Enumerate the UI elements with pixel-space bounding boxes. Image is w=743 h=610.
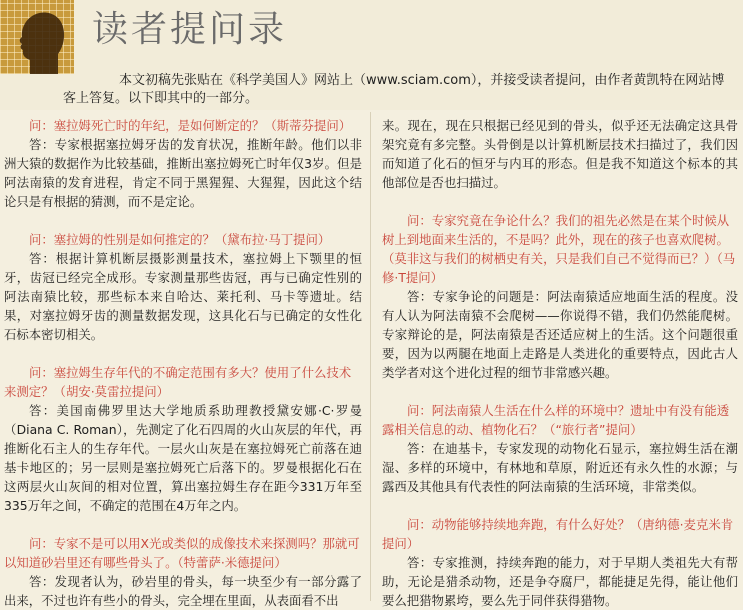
question: 问：专家不是可以用X光或类似的成像技术来探测吗？那就可以知道砂岩里还有哪些骨头了。（特蕾萨·米德提问）: [4, 536, 360, 570]
answer: 答：专家根据塞拉姆牙齿的发育状况，推断年龄。他们以非洲大猿的数据作为比较基础，推断出塞拉姆死亡时年仅3岁。但是阿法南猿的发育进程，肯定不同于黑猩猩、大猩猩，因此这个结论只是有根据的猜测，而不是定论。: [4, 137, 362, 209]
answer: 答：专家争论的问题是：阿法南猿适应地面生活的程度。没有人认为阿法南猿不会爬树——你说得不错，我们仍然能爬树。专家辩论的是，阿法南猿是否还适应树上的生活。这个问题很重要，因为以两腿在地面上走路是人类进化的重要特点，因此古人类学者对这个进化过程的细节非常感兴趣。: [382, 289, 738, 380]
page-title: 读者提问录: [92, 9, 288, 50]
answer: 答：专家推测，持续奔跑的能力，对于早期人类祖先大有帮助，无论是猎杀动物，还是争夺腐尸，都能捷足先得，能让他们要么把猎物累垮，要么先于同伴获得猎物。: [382, 555, 738, 608]
question: 问：塞拉姆生存年代的不确定范围有多大？使用了什么技术来测定？（胡安·莫雷拉提问）: [4, 365, 352, 399]
left-column: [4, 116, 362, 610]
column-divider: [370, 112, 371, 601]
question: 问：专家究竟在争论什么？我们的祖先必然是在某个时候从树上到地面来生活的，不是吗？此外，现在的孩子也喜欢爬树。（莫非这与我们的树栖史有关，只是我们自己不觉得而已？）（马修·T提问）: [382, 213, 736, 285]
question: 问：动物能够持续地奔跑，有什么好处？（唐纳德·麦克米肯提问）: [382, 517, 734, 551]
answer: 答：在迪基卡，专家发现的动物化石显示，塞拉姆生活在潮湿、多样的环境中，有林地和草原，附近还有永久性的水源；与露西及其他具有代表性的阿法南猿的生活环境，非常类似。: [382, 441, 738, 494]
question: 问：塞拉姆的性别是如何推定的？（黛布拉·马丁提问）: [29, 232, 331, 247]
answer-continuation: 来。现在，现在只根据已经见到的骨头，似乎还无法确定这具骨架究竟有多完整。头骨倒是以计算机断层技术扫描过了，我们因而知道了化石的恒牙与内耳的形态。但是我不知道这个标本的其他部位是否也扫描过。: [382, 118, 738, 190]
right-column: [382, 116, 738, 610]
question: 问：塞拉姆死亡时的年纪，是如何断定的？（斯蒂芬提问）: [29, 118, 352, 133]
answer: 答：根据计算机断层摄影测量技术，塞拉姆上下颚里的恒牙，齿冠已经完全成形。专家测量那些齿冠，再与已确定性别的阿法南猿比较，那些标本来自哈达、莱托利、马卡等遗址。结果，对塞拉姆牙齿的测量数据发现，这具化石与已确定的女性化石标本密切相关。: [4, 251, 362, 342]
head-silhouette-icon: [0, 0, 74, 74]
question: 问：阿法南猿人生活在什么样的环境中？遗址中有没有能透露相关信息的动、植物化石？（“旅行者”提问）: [382, 403, 730, 437]
intro-paragraph: 本文初稿先张贴在《科学美国人》网站上（www.sciam.com），并接受读者提问，由作者黄凯特在网站博客上答复。以下即其中的一部分。: [63, 73, 725, 106]
answer: 答：发现者认为，砂岩里的骨头，每一块至少有一部分露了出来，不过也许有些小的骨头，完全埋在里面，从表面看不出: [4, 574, 362, 608]
answer: 答：美国南佛罗里达大学地质系助理教授黛安娜·C·罗曼（Diana C. Roman），先测定了化石四周的火山灰层的年代，再推断化石主人的生存年代。一层火山灰是在塞拉姆死亡前落在迪基卡地区的；另一层则是塞拉姆死亡后落下的。罗曼根据化石在这两层火山灰间的相对位置，算出塞拉姆生存在距今331万年至335万年之间，不确定的范围在4万年之内。: [4, 403, 362, 513]
